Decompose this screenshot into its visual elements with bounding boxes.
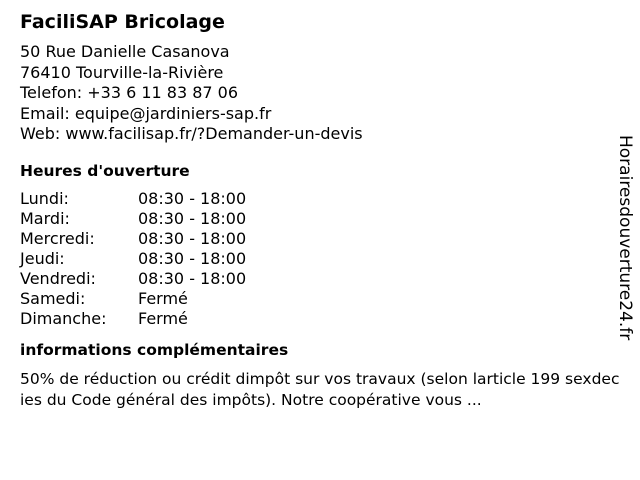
site-watermark: Horairesdouverture24.fr bbox=[615, 135, 635, 341]
hours-day: Samedi: bbox=[20, 288, 86, 308]
hours-table bbox=[20, 189, 620, 329]
hours-row-thursday bbox=[20, 249, 620, 269]
business-name: FaciliSAP Bricolage bbox=[20, 11, 225, 33]
address-block bbox=[20, 42, 620, 145]
hours-row-wednesday bbox=[20, 229, 620, 249]
hours-day: Dimanche: bbox=[20, 308, 107, 328]
hours-heading: Heures d'ouverture bbox=[20, 161, 190, 180]
hours-value: Fermé bbox=[138, 308, 188, 328]
hours-value: Fermé bbox=[138, 288, 188, 308]
hours-value: 08:30 - 18:00 bbox=[138, 228, 247, 248]
hours-value: 08:30 - 18:00 bbox=[138, 268, 247, 288]
hours-row-tuesday bbox=[20, 209, 620, 229]
hours-row-sunday bbox=[20, 309, 620, 329]
hours-row-saturday bbox=[20, 289, 620, 309]
hours-value: 08:30 - 18:00 bbox=[138, 248, 247, 268]
business-card bbox=[20, 10, 620, 412]
hours-day: Jeudi: bbox=[20, 248, 65, 268]
hours-value: 08:30 - 18:00 bbox=[138, 188, 247, 208]
hours-day: Lundi: bbox=[20, 188, 69, 208]
hours-row-friday bbox=[20, 269, 620, 289]
city-address: 76410 Tourville-la-Rivière bbox=[20, 62, 224, 82]
phone-line[interactable]: Telefon: +33 6 11 83 87 06 bbox=[20, 83, 239, 102]
hours-day: Vendredi: bbox=[20, 268, 96, 288]
street-address: 50 Rue Danielle Casanova bbox=[20, 42, 230, 61]
web-line[interactable]: Web: www.facilisap.fr/?Demander-un-devis bbox=[20, 124, 363, 143]
email-line[interactable]: Email: equipe@jardiniers-sap.fr bbox=[20, 103, 272, 123]
hours-row-monday bbox=[20, 189, 620, 209]
hours-value: 08:30 - 18:00 bbox=[138, 208, 247, 228]
info-heading: informations complémentaires bbox=[20, 340, 289, 359]
hours-day: Mardi: bbox=[20, 208, 70, 228]
info-text: 50% de réduction ou crédit dimpôt sur vos travaux (selon larticle 199 sexdecies du Code général des impôts). Notre coopérative vous ... bbox=[20, 369, 620, 409]
hours-day: Mercredi: bbox=[20, 228, 95, 248]
